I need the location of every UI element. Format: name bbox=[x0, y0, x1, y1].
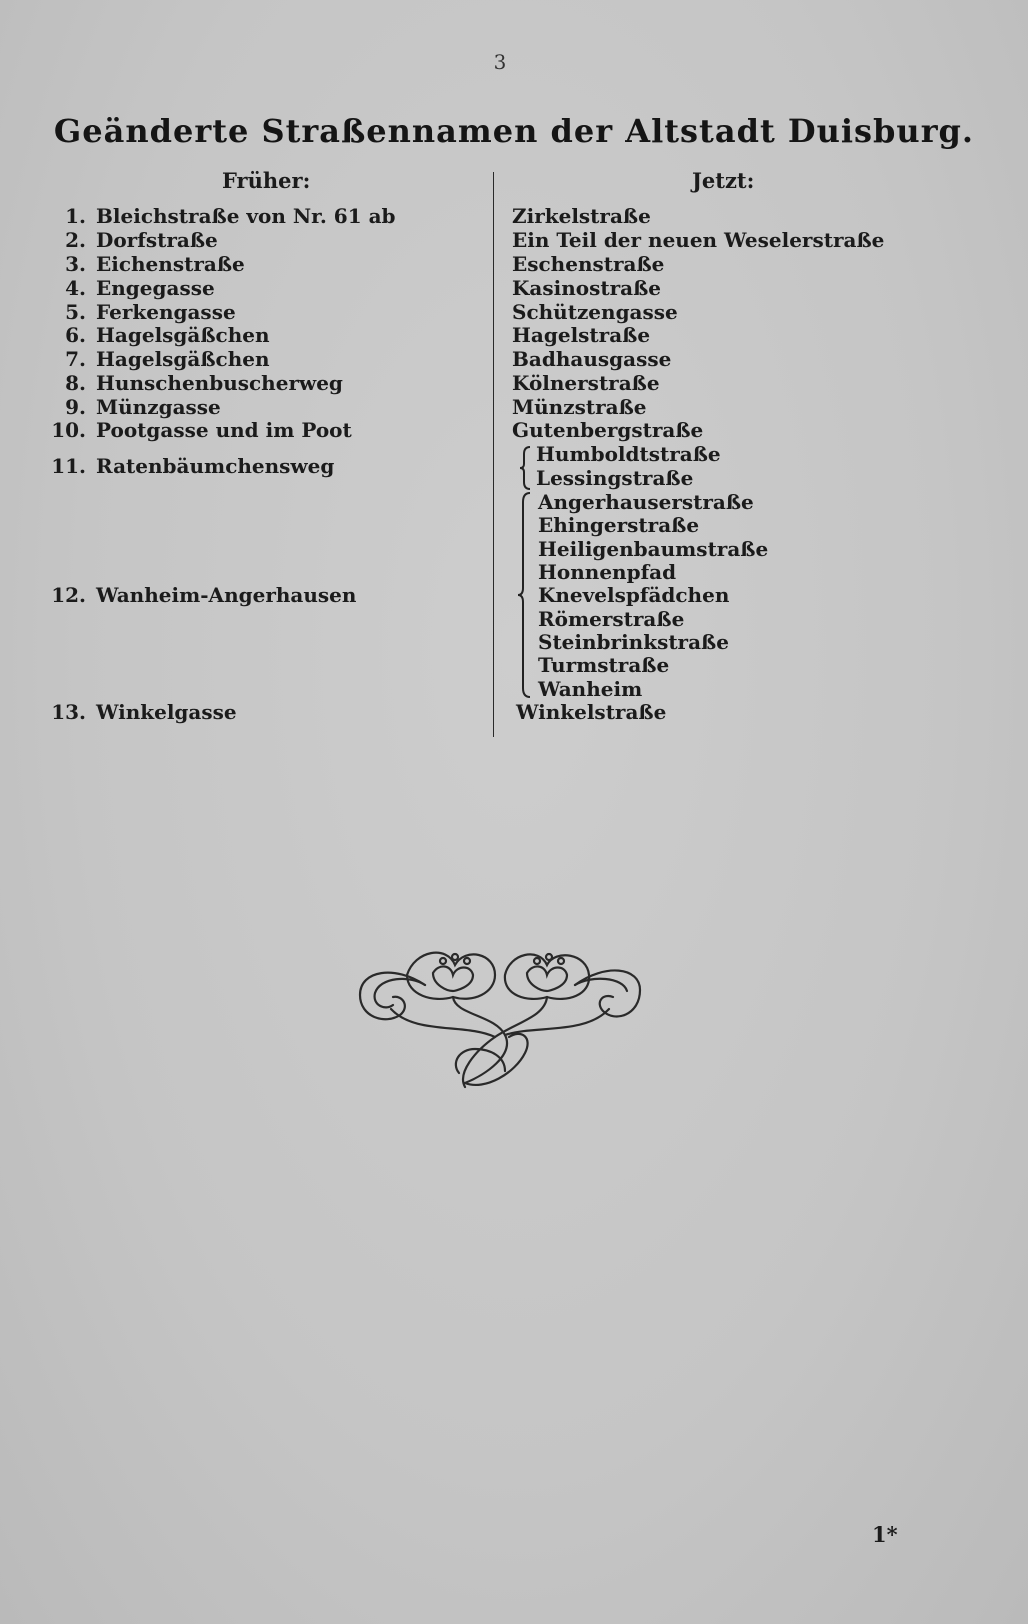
brace-bracket bbox=[516, 492, 532, 698]
column-header-former: Früher: bbox=[222, 168, 311, 193]
old-name-row bbox=[48, 395, 221, 419]
new-street-name: Kasinostraße bbox=[512, 276, 661, 300]
row-number: 12. bbox=[51, 583, 86, 607]
old-street-name: Dorfstraße bbox=[96, 228, 218, 252]
old-name-row bbox=[48, 228, 218, 252]
old-street-name: Ferkengasse bbox=[96, 300, 236, 324]
row-number: 6. bbox=[65, 323, 86, 347]
new-street-name: Humboldtstraße bbox=[536, 442, 721, 466]
row-number: 11. bbox=[51, 454, 86, 478]
row-number: 10. bbox=[51, 418, 86, 442]
old-name-row bbox=[48, 204, 396, 228]
new-street-name: Angerhauserstraße bbox=[538, 490, 754, 514]
new-street-name: Eschenstraße bbox=[512, 252, 665, 276]
new-street-name: Honnenpfad bbox=[538, 560, 677, 584]
new-street-name: Knevelspfädchen bbox=[538, 583, 730, 607]
folio-mark: 1* bbox=[872, 1522, 898, 1547]
old-name-row bbox=[48, 347, 270, 371]
new-street-name: Badhausgasse bbox=[512, 347, 672, 371]
row-number: 9. bbox=[65, 395, 86, 419]
floral-ornament-icon bbox=[355, 945, 645, 1093]
row-number: 4. bbox=[65, 276, 86, 300]
column-divider bbox=[493, 172, 494, 737]
new-street-name: Wanheim bbox=[538, 677, 643, 701]
old-street-name: Bleichstraße von Nr. 61 ab bbox=[96, 204, 396, 228]
new-street-name: Steinbrinkstraße bbox=[538, 630, 729, 654]
old-name-row bbox=[48, 418, 352, 442]
brace-bracket bbox=[518, 446, 532, 490]
row-number: 1. bbox=[65, 204, 86, 228]
row-number: 5. bbox=[65, 300, 86, 324]
old-street-name: Hunschenbuscherweg bbox=[96, 371, 343, 395]
new-street-name: Turmstraße bbox=[538, 653, 670, 677]
new-street-name: Kölnerstraße bbox=[512, 371, 660, 395]
new-street-name: Hagelstraße bbox=[512, 323, 651, 347]
new-street-name: Gutenbergstraße bbox=[512, 418, 704, 442]
row-number: 8. bbox=[65, 371, 86, 395]
new-street-name: Schützengasse bbox=[512, 300, 678, 324]
old-street-name: Ratenbäumchensweg bbox=[96, 454, 335, 478]
new-street-name: Ein Teil der neuen Weselerstraße bbox=[512, 228, 885, 252]
new-street-name: Heiligenbaumstraße bbox=[538, 537, 769, 561]
row-number: 13. bbox=[51, 700, 86, 724]
new-street-name: Zirkelstraße bbox=[512, 204, 651, 228]
column-header-current: Jetzt: bbox=[692, 168, 755, 193]
old-name-row bbox=[48, 583, 356, 607]
old-street-name: Hagelsgäßchen bbox=[96, 347, 270, 371]
old-name-row bbox=[48, 276, 215, 300]
old-street-name: Münzgasse bbox=[96, 395, 221, 419]
old-street-name: Pootgasse und im Poot bbox=[96, 418, 352, 442]
old-street-name: Eichenstraße bbox=[96, 252, 245, 276]
row-number: 7. bbox=[65, 347, 86, 371]
new-street-name: Römerstraße bbox=[538, 607, 685, 631]
old-street-name: Winkelgasse bbox=[96, 700, 237, 724]
row-number: 2. bbox=[65, 228, 86, 252]
old-name-row bbox=[48, 300, 236, 324]
page-title: Geänderte Straßennamen der Altstadt Duisburg. bbox=[53, 112, 975, 150]
new-street-name: Münzstraße bbox=[512, 395, 647, 419]
old-name-row bbox=[48, 371, 343, 395]
new-street-name: Winkelstraße bbox=[516, 700, 667, 724]
old-street-name: Wanheim-Angerhausen bbox=[96, 583, 357, 607]
new-street-name: Ehingerstraße bbox=[538, 513, 700, 537]
row-number: 3. bbox=[65, 252, 86, 276]
old-name-row bbox=[48, 700, 237, 724]
old-street-name: Engegasse bbox=[96, 276, 215, 300]
old-street-name: Hagelsgäßchen bbox=[96, 323, 270, 347]
old-name-row bbox=[48, 323, 270, 347]
new-street-name: Lessingstraße bbox=[536, 466, 694, 490]
old-name-row bbox=[48, 454, 334, 478]
old-name-row bbox=[48, 252, 245, 276]
page-number: 3 bbox=[493, 50, 507, 74]
